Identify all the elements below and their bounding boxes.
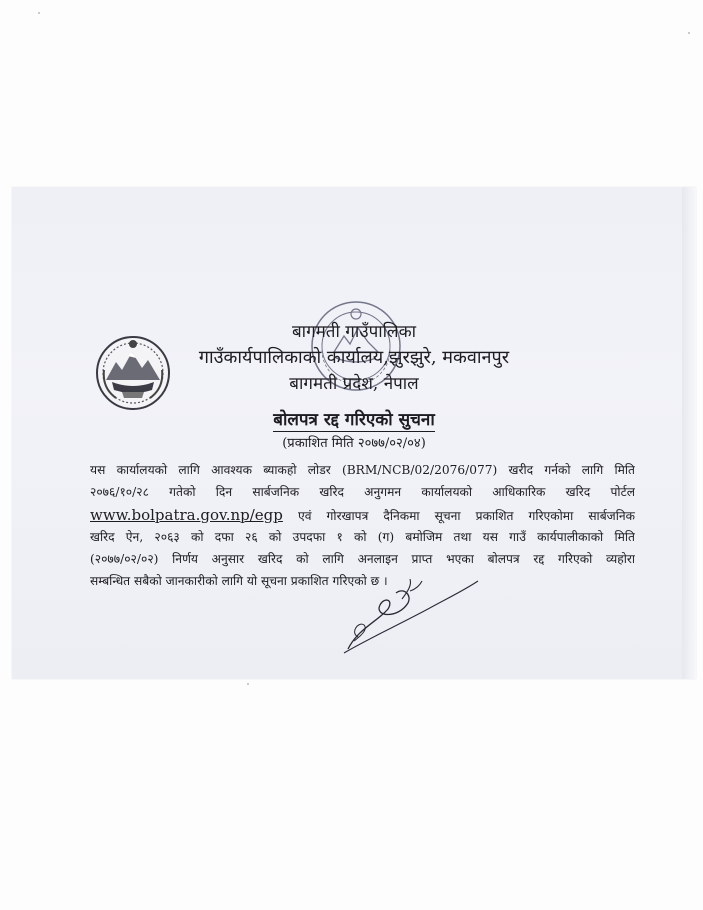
scanned-notice-page: [12, 187, 696, 679]
office-address: गाउँकार्यपालिकाको कार्यालय,झुरझुरे, मकवानपुर: [198, 347, 510, 368]
body-line-1: यस कार्यालयको लागि आवश्यक ब्याकहो लोडर (BRM/NCB/02/2076/077) खरीद गर्नको लागि मिति: [90, 463, 635, 477]
scan-speck: [688, 32, 690, 34]
portal-url[interactable]: www.bolpatra.gov.np/egp: [90, 505, 283, 524]
published-date: (प्रकाशित मिति २०७७/०२/०४): [282, 436, 426, 451]
body-line-3: [90, 504, 635, 526]
scan-edge: [682, 187, 696, 679]
province-country: बागमती प्रदेश, नेपाल: [289, 374, 419, 394]
scan-speck: [247, 683, 249, 685]
handwritten-signature: [338, 569, 483, 659]
notice-title-text: बोलपत्र रद्द गरिएको सुचना: [273, 410, 435, 430]
body-line-2: २०७६/१०/२८ गतेको दिन सार्बजनिक खरिद अनुगमन कार्यालयको आधिकारिक खरिद पोर्टल: [90, 485, 635, 500]
scan-speck: [38, 12, 40, 14]
body-line-4: खरिद ऐन, २०६३ को दफा २६ को उपदफा १ को (ग) बमोजिम तथा यस गाउँ कार्यपालीकाको मिति: [90, 529, 635, 544]
body-line-5: (२०७७/०२/०२) निर्णय अनुसार खरिद को लागि अनलाइन प्राप्त भएका बोलपत्र रद्द गरिएको व्यहोरा: [90, 552, 635, 567]
municipality-name: बागमती गाउँपालिका: [291, 322, 417, 342]
body-line-6: सम्बन्धित सबैको जानकारीको लागि यो सूचना प्रकाशित गरिएको छ ।: [90, 574, 388, 589]
body-line-3-text: एवं गोरखापत्र दैनिकमा सूचना प्रकाशित गरिएकोमा सार्बजनिक: [282, 508, 635, 523]
notice-title: [12, 409, 696, 431]
